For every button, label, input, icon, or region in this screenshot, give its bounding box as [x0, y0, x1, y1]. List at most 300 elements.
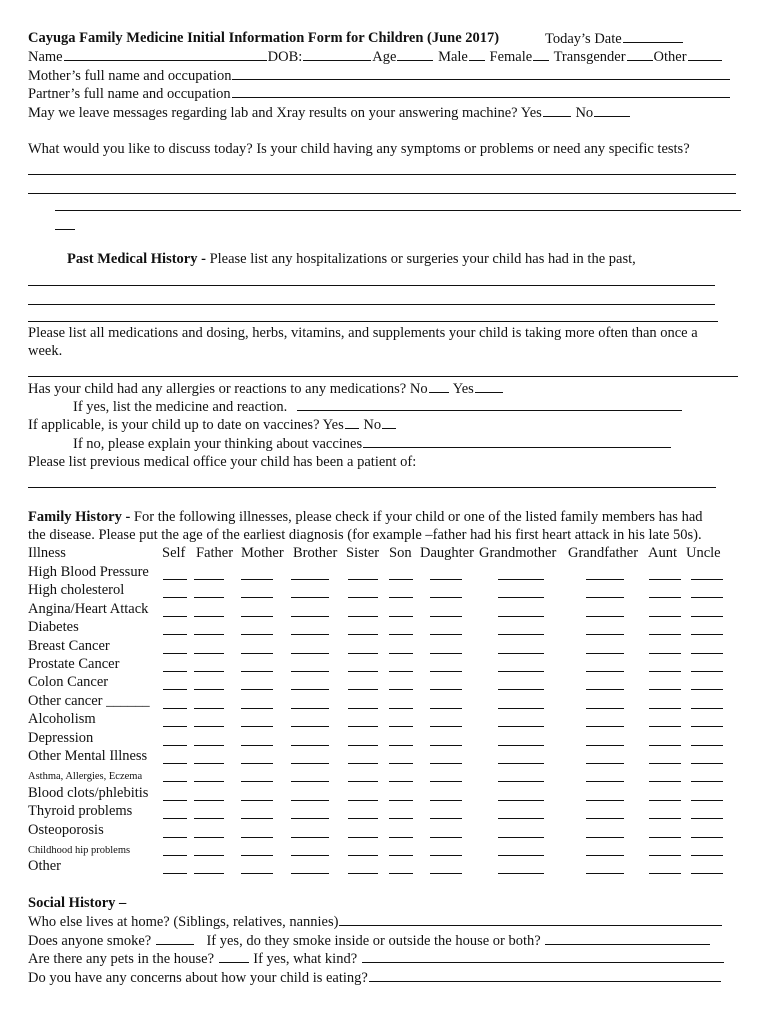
discuss-line-4[interactable] — [55, 229, 75, 230]
family-history-blank-grandmother[interactable] — [498, 689, 544, 690]
family-history-blank-uncle[interactable] — [691, 800, 723, 801]
smoke-field[interactable] — [156, 931, 194, 945]
family-history-blank-mother[interactable] — [241, 800, 273, 801]
discuss-line-1[interactable] — [28, 174, 736, 175]
vaccines-no-label: No — [363, 417, 382, 433]
family-history-blank-sister[interactable] — [348, 597, 378, 598]
family-history-blank-self[interactable] — [163, 726, 187, 727]
family-history-blank-grandfather[interactable] — [586, 653, 624, 654]
illness-label: Other Mental Illness — [28, 748, 148, 764]
family-history-blank-aunt[interactable] — [649, 873, 681, 874]
age-field[interactable] — [397, 47, 433, 61]
pets-kind-label: If yes, what kind? — [253, 951, 358, 967]
family-history-blank-brother[interactable] — [291, 818, 329, 819]
family-history-blank-brother[interactable] — [291, 800, 329, 801]
family-history-blank-grandfather[interactable] — [586, 818, 624, 819]
family-history-blank-mother[interactable] — [241, 708, 273, 709]
family-history-blank-grandmother[interactable] — [498, 800, 544, 801]
pmh-row — [67, 250, 636, 268]
family-history-blank-father[interactable] — [194, 873, 224, 874]
illness-label: Alcoholism — [28, 711, 96, 728]
family-history-blank-father[interactable] — [194, 708, 224, 709]
family-history-blank-son[interactable] — [389, 745, 413, 746]
family-history-blank-uncle[interactable] — [691, 689, 723, 690]
family-history-blank-grandmother[interactable] — [498, 818, 544, 819]
family-history-blank-brother[interactable] — [291, 855, 329, 856]
messages-row — [28, 103, 631, 122]
family-history-blank-mother[interactable] — [241, 579, 273, 580]
family-history-blank-father[interactable] — [194, 634, 224, 635]
messages-no-field[interactable] — [594, 103, 630, 117]
family-history-blank-brother[interactable] — [291, 745, 329, 746]
allergies-row — [28, 379, 504, 398]
family-history-blank-sister[interactable] — [348, 726, 378, 727]
family-history-blank-son[interactable] — [389, 781, 413, 782]
messages-yes-label: Yes — [520, 105, 542, 121]
pets-kind-field[interactable] — [362, 949, 724, 963]
family-history-blank-son[interactable] — [389, 579, 413, 580]
family-history-blank-brother[interactable] — [291, 837, 329, 838]
family-history-blank-brother[interactable] — [291, 708, 329, 709]
family-history-blank-self[interactable] — [163, 689, 187, 690]
family-history-blank-aunt[interactable] — [649, 781, 681, 782]
family-history-blank-grandfather[interactable] — [586, 873, 624, 874]
illness-label: Asthma, Allergies, Eczema — [28, 771, 143, 783]
column-header-father: Father — [196, 545, 234, 561]
family-history-blank-grandfather[interactable] — [586, 855, 624, 856]
family-history-blank-brother[interactable] — [291, 634, 329, 635]
eating-row — [28, 968, 722, 987]
family-history-blank-self[interactable] — [163, 745, 187, 746]
family-history-blank-self[interactable] — [163, 763, 187, 764]
illness-label: High cholesterol — [28, 582, 125, 599]
eating-label: Do you have any concerns about how your child is eating? — [28, 970, 368, 986]
family-history-blank-mother[interactable] — [241, 597, 273, 598]
pmh-text: Please list any hospitalizations or surgeries your child has had in the past, — [209, 251, 636, 267]
other-gender-field[interactable] — [688, 47, 722, 61]
family-history-blank-grandfather[interactable] — [586, 579, 624, 580]
family-history-blank-son[interactable] — [389, 597, 413, 598]
family-history-blank-son[interactable] — [389, 616, 413, 617]
allergies-no-label: No — [409, 381, 428, 397]
family-history-blank-sister[interactable] — [348, 689, 378, 690]
family-history-blank-grandmother[interactable] — [498, 579, 544, 580]
family-history-blank-self[interactable] — [163, 634, 187, 635]
other-gender-label: Other — [653, 49, 687, 65]
family-history-blank-mother[interactable] — [241, 855, 273, 856]
family-history-blank-son[interactable] — [389, 689, 413, 690]
column-header-grandfather: Grandfather — [568, 545, 639, 561]
family-history-blank-son[interactable] — [389, 818, 413, 819]
pmh-line-1[interactable] — [28, 285, 715, 286]
family-history-blank-daughter[interactable] — [430, 781, 462, 782]
family-history-blank-brother[interactable] — [291, 689, 329, 690]
family-history-blank-brother[interactable] — [291, 671, 329, 672]
family-history-blank-uncle[interactable] — [691, 597, 723, 598]
family-history-blank-mother[interactable] — [241, 726, 273, 727]
lives-field[interactable] — [339, 912, 722, 926]
family-history-blank-father[interactable] — [194, 671, 224, 672]
todays-date-field[interactable] — [623, 29, 683, 43]
family-history-blank-uncle[interactable] — [691, 745, 723, 746]
family-history-blank-aunt[interactable] — [649, 653, 681, 654]
family-history-blank-grandfather[interactable] — [586, 708, 624, 709]
family-history-blank-father[interactable] — [194, 800, 224, 801]
family-history-blank-grandmother[interactable] — [498, 726, 544, 727]
family-history-blank-grandfather[interactable] — [586, 689, 624, 690]
vaccines-yes-label: Yes — [322, 417, 344, 433]
family-history-blank-mother[interactable] — [241, 634, 273, 635]
column-header-aunt: Aunt — [648, 545, 677, 561]
column-header-illness: Illness — [28, 545, 66, 561]
family-history-blank-uncle[interactable] — [691, 763, 723, 764]
illness-label: Other cancer ______ — [28, 692, 150, 709]
family-history-blank-grandfather[interactable] — [586, 763, 624, 764]
family-history-blank-mother[interactable] — [241, 671, 273, 672]
family-history-blank-grandmother[interactable] — [498, 855, 544, 856]
family-history-blank-aunt[interactable] — [649, 818, 681, 819]
family-history-blank-daughter[interactable] — [430, 597, 462, 598]
family-history-blank-sister[interactable] — [348, 671, 378, 672]
partner-label: Partner’s full name and occupation — [28, 86, 231, 102]
family-history-blank-mother[interactable] — [241, 653, 273, 654]
family-history-blank-uncle[interactable] — [691, 653, 723, 654]
pmh-line-2[interactable] — [28, 304, 715, 305]
family-history-blank-sister[interactable] — [348, 763, 378, 764]
family-history-blank-sister[interactable] — [348, 818, 378, 819]
family-history-blank-sister[interactable] — [348, 837, 378, 838]
family-history-heading: Family History - — [28, 509, 131, 525]
vaccines-no-field[interactable] — [382, 415, 396, 429]
illness-label: Other — [28, 858, 62, 875]
family-history-blank-brother[interactable] — [291, 781, 329, 782]
family-history-text-1: For the following illnesses, please check if your child or one of the listed family members has had — [133, 509, 703, 525]
family-history-blank-daughter[interactable] — [430, 634, 462, 635]
family-history-blank-grandfather[interactable] — [586, 837, 624, 838]
family-history-blank-son[interactable] — [389, 671, 413, 672]
family-history-blank-uncle[interactable] — [691, 837, 723, 838]
illness-label: Colon Cancer — [28, 674, 109, 691]
family-history-blank-grandfather[interactable] — [586, 597, 624, 598]
family-history-blank-aunt[interactable] — [649, 634, 681, 635]
family-history-blank-son[interactable] — [389, 855, 413, 856]
discuss-line-3[interactable] — [55, 210, 741, 211]
family-history-blank-father[interactable] — [194, 781, 224, 782]
family-history-blank-aunt[interactable] — [649, 689, 681, 690]
family-history-blank-self[interactable] — [163, 671, 187, 672]
family-history-blank-father[interactable] — [194, 745, 224, 746]
smoke-row — [28, 931, 711, 950]
family-history-blank-daughter[interactable] — [430, 708, 462, 709]
allergies-no-field[interactable] — [429, 379, 449, 393]
family-history-blank-daughter[interactable] — [430, 726, 462, 727]
family-history-blank-grandfather[interactable] — [586, 726, 624, 727]
family-history-blank-daughter[interactable] — [430, 763, 462, 764]
mother-field[interactable] — [232, 66, 730, 80]
illness-label: Blood clots/phlebitis — [28, 784, 149, 801]
family-history-blank-uncle[interactable] — [691, 579, 723, 580]
lives-row — [28, 912, 723, 931]
family-history-blank-aunt[interactable] — [649, 726, 681, 727]
illness-label: Breast Cancer — [28, 637, 110, 654]
family-history-blank-sister[interactable] — [348, 873, 378, 874]
family-history-blank-son[interactable] — [389, 708, 413, 709]
family-history-blank-sister[interactable] — [348, 708, 378, 709]
male-field[interactable] — [469, 47, 485, 61]
family-history-blank-brother[interactable] — [291, 873, 329, 874]
family-history-blank-brother[interactable] — [291, 653, 329, 654]
family-history-blank-grandmother[interactable] — [498, 597, 544, 598]
column-header-self: Self — [162, 545, 186, 561]
family-history-blank-uncle[interactable] — [691, 855, 723, 856]
family-history-blank-self[interactable] — [163, 653, 187, 654]
pets-field[interactable] — [219, 949, 249, 963]
family-history-blank-grandfather[interactable] — [586, 800, 624, 801]
pmh-line-3[interactable] — [28, 321, 718, 322]
discuss-question: What would you like to discuss today? Is your child having any symptoms or problems or need any specific tests? — [28, 141, 690, 157]
vaccines-row — [28, 415, 397, 434]
family-history-blank-self[interactable] — [163, 855, 187, 856]
family-history-blank-son[interactable] — [389, 873, 413, 874]
age-label: Age — [372, 49, 397, 65]
family-history-blank-self[interactable] — [163, 579, 187, 580]
vaccines-yes-field[interactable] — [345, 415, 359, 429]
family-history-blank-aunt[interactable] — [649, 597, 681, 598]
family-history-intro — [28, 508, 703, 526]
family-history-blank-grandfather[interactable] — [586, 745, 624, 746]
family-history-blank-daughter[interactable] — [430, 837, 462, 838]
family-history-blank-father[interactable] — [194, 653, 224, 654]
family-history-blank-uncle[interactable] — [691, 671, 723, 672]
pets-label: Are there any pets in the house? — [28, 951, 215, 967]
family-history-blank-uncle[interactable] — [691, 818, 723, 819]
family-history-blank-daughter[interactable] — [430, 579, 462, 580]
family-history-blank-son[interactable] — [389, 763, 413, 764]
family-history-blank-grandmother[interactable] — [498, 653, 544, 654]
family-history-blank-brother[interactable] — [291, 597, 329, 598]
family-history-blank-aunt[interactable] — [649, 763, 681, 764]
discuss-line-2[interactable] — [28, 193, 736, 194]
messages-yes-field[interactable] — [543, 103, 571, 117]
eating-field[interactable] — [369, 968, 721, 982]
social-history-heading: Social History – — [28, 895, 127, 911]
family-history-blank-sister[interactable] — [348, 653, 378, 654]
family-history-blank-sister[interactable] — [348, 634, 378, 635]
family-history-blank-daughter[interactable] — [430, 616, 462, 617]
illness-label: Childhood hip problems — [28, 845, 131, 856]
form-title: Cayuga Family Medicine Initial Information Form for Children (June 2017) — [28, 30, 500, 46]
family-history-blank-daughter[interactable] — [430, 653, 462, 654]
column-header-daughter: Daughter — [420, 545, 474, 561]
column-header-brother: Brother — [293, 545, 338, 561]
family-history-blank-daughter[interactable] — [430, 818, 462, 819]
allergies-yes-label: Yes — [452, 381, 474, 397]
partner-field[interactable] — [232, 84, 730, 98]
illness-label: Depression — [28, 729, 94, 746]
family-history-blank-aunt[interactable] — [649, 855, 681, 856]
family-history-blank-grandmother[interactable] — [498, 873, 544, 874]
family-history-blank-mother[interactable] — [241, 818, 273, 819]
allergy-list-label: If yes, list the medicine and reaction. — [73, 399, 288, 415]
dob-label: DOB: — [267, 49, 303, 65]
illness-label: Angina/Heart Attack — [28, 600, 149, 617]
family-history-blank-father[interactable] — [194, 597, 224, 598]
name-dob-row — [28, 47, 723, 66]
family-history-blank-self[interactable] — [163, 616, 187, 617]
previous-office-line[interactable] — [28, 487, 716, 488]
lives-label: Who else lives at home? (Siblings, relatives, nannies) — [28, 914, 339, 930]
family-history-blank-mother[interactable] — [241, 837, 273, 838]
smoke-label: Does anyone smoke? — [28, 933, 152, 949]
family-history-blank-brother[interactable] — [291, 763, 329, 764]
family-history-blank-daughter[interactable] — [430, 745, 462, 746]
family-history-blank-daughter[interactable] — [430, 689, 462, 690]
family-history-blank-daughter[interactable] — [430, 671, 462, 672]
name-label: Name — [28, 49, 63, 65]
meds-line-1: Please list all medications and dosing, herbs, vitamins, and supplements your child is taking more often than once a — [28, 325, 698, 341]
family-history-blank-grandfather[interactable] — [586, 781, 624, 782]
family-history-blank-self[interactable] — [163, 800, 187, 801]
illness-label: High Blood Pressure — [28, 564, 149, 580]
family-history-blank-mother[interactable] — [241, 873, 273, 874]
family-history-blank-father[interactable] — [194, 726, 224, 727]
family-history-blank-sister[interactable] — [348, 579, 378, 580]
family-history-blank-brother[interactable] — [291, 616, 329, 617]
family-history-blank-self[interactable] — [163, 708, 187, 709]
illness-label: Thyroid problems — [28, 803, 133, 820]
illness-label: Osteoporosis — [28, 821, 104, 838]
family-history-blank-grandmother[interactable] — [498, 634, 544, 635]
mother-label: Mother’s full name and occupation — [28, 68, 232, 84]
female-label: Female — [489, 49, 533, 65]
meds-answer-line[interactable] — [28, 376, 738, 377]
family-history-blank-son[interactable] — [389, 837, 413, 838]
vaccines-explain-row — [73, 434, 672, 453]
meds-line-2: week. — [28, 343, 63, 359]
family-history-blank-father[interactable] — [194, 579, 224, 580]
family-history-blank-aunt[interactable] — [649, 579, 681, 580]
smoke-where-label: If yes, do they smoke inside or outside the house or both? — [206, 933, 541, 949]
vaccines-question: If applicable, is your child up to date on vaccines? — [28, 417, 320, 433]
vaccines-explain-label: If no, please explain your thinking about vaccines — [73, 436, 363, 452]
family-history-blank-sister[interactable] — [348, 800, 378, 801]
column-header-mother: Mother — [241, 545, 284, 561]
family-history-blank-brother[interactable] — [291, 579, 329, 580]
family-history-blank-aunt[interactable] — [649, 708, 681, 709]
family-history-blank-uncle[interactable] — [691, 781, 723, 782]
family-history-blank-self[interactable] — [163, 873, 187, 874]
family-history-blank-aunt[interactable] — [649, 671, 681, 672]
column-header-sister: Sister — [346, 545, 380, 561]
family-history-blank-sister[interactable] — [348, 855, 378, 856]
family-history-blank-brother[interactable] — [291, 726, 329, 727]
family-history-blank-mother[interactable] — [241, 689, 273, 690]
family-history-blank-mother[interactable] — [241, 616, 273, 617]
family-history-blank-son[interactable] — [389, 726, 413, 727]
family-history-blank-grandmother[interactable] — [498, 763, 544, 764]
transgender-field[interactable] — [627, 47, 653, 61]
family-history-blank-daughter[interactable] — [430, 855, 462, 856]
family-history-blank-father[interactable] — [194, 689, 224, 690]
family-history-blank-grandmother[interactable] — [498, 837, 544, 838]
male-label: Male — [438, 49, 468, 65]
family-history-blank-self[interactable] — [163, 597, 187, 598]
female-field[interactable] — [533, 47, 549, 61]
family-history-blank-grandfather[interactable] — [586, 634, 624, 635]
vaccines-explain-field[interactable] — [363, 434, 671, 448]
column-header-son: Son — [389, 545, 412, 561]
allergies-question: Has your child had any allergies or reactions to any medications? — [28, 381, 407, 397]
family-history-blank-grandfather[interactable] — [586, 671, 624, 672]
family-history-blank-self[interactable] — [163, 818, 187, 819]
family-history-blank-grandmother[interactable] — [498, 745, 544, 746]
messages-no-label: No — [575, 105, 594, 121]
family-history-blank-self[interactable] — [163, 781, 187, 782]
illness-label: Diabetes — [28, 619, 79, 636]
column-header-uncle: Uncle — [686, 545, 721, 561]
family-history-blank-grandmother[interactable] — [498, 781, 544, 782]
family-history-blank-grandmother[interactable] — [498, 671, 544, 672]
family-history-blank-sister[interactable] — [348, 745, 378, 746]
todays-date-label: Today’s Date — [545, 29, 684, 48]
family-history-blank-father[interactable] — [194, 763, 224, 764]
family-history-blank-self[interactable] — [163, 837, 187, 838]
smoke-where-field[interactable] — [545, 931, 710, 945]
family-history-blank-daughter[interactable] — [430, 873, 462, 874]
family-history-blank-grandmother[interactable] — [498, 708, 544, 709]
family-history-blank-son[interactable] — [389, 653, 413, 654]
family-history-blank-uncle[interactable] — [691, 634, 723, 635]
family-history-blank-son[interactable] — [389, 634, 413, 635]
column-header-grandmother: Grandmother — [479, 545, 557, 561]
family-history-blank-uncle[interactable] — [691, 873, 723, 874]
family-history-blank-daughter[interactable] — [430, 800, 462, 801]
family-history-blank-grandmother[interactable] — [498, 616, 544, 617]
family-history-blank-aunt[interactable] — [649, 837, 681, 838]
transgender-label: Transgender — [553, 49, 626, 65]
partner-row — [28, 84, 731, 103]
family-history-blank-sister[interactable] — [348, 616, 378, 617]
pmh-heading: Past Medical History - — [67, 251, 206, 267]
family-history-blank-uncle[interactable] — [691, 726, 723, 727]
family-history-blank-sister[interactable] — [348, 781, 378, 782]
family-history-blank-aunt[interactable] — [649, 616, 681, 617]
family-history-blank-father[interactable] — [194, 837, 224, 838]
family-history-blank-mother[interactable] — [241, 781, 273, 782]
name-field[interactable] — [64, 47, 267, 61]
allergies-yes-field[interactable] — [475, 379, 503, 393]
previous-office-label: Please list previous medical office your child has been a patient of: — [28, 454, 417, 470]
allergy-list-row — [73, 397, 683, 416]
family-history-blank-mother[interactable] — [241, 745, 273, 746]
family-history-blank-mother[interactable] — [241, 763, 273, 764]
family-history-blank-father[interactable] — [194, 818, 224, 819]
family-history-blank-father[interactable] — [194, 616, 224, 617]
family-history-blank-uncle[interactable] — [691, 708, 723, 709]
family-history-blank-grandfather[interactable] — [586, 616, 624, 617]
family-history-blank-uncle[interactable] — [691, 616, 723, 617]
family-history-blank-aunt[interactable] — [649, 745, 681, 746]
pets-row — [28, 949, 725, 968]
messages-question: May we leave messages regarding lab and Xray results on your answering machine? — [28, 105, 518, 121]
dob-field[interactable] — [303, 47, 371, 61]
family-history-blank-father[interactable] — [194, 855, 224, 856]
family-history-text-2: the disease. Please put the age of the earliest diagnosis (for example –father had his first heart attack in his late 50s). — [28, 527, 702, 543]
illness-label: Prostate Cancer — [28, 656, 120, 672]
family-history-blank-son[interactable] — [389, 800, 413, 801]
family-history-blank-aunt[interactable] — [649, 800, 681, 801]
allergy-list-field[interactable] — [297, 397, 682, 411]
